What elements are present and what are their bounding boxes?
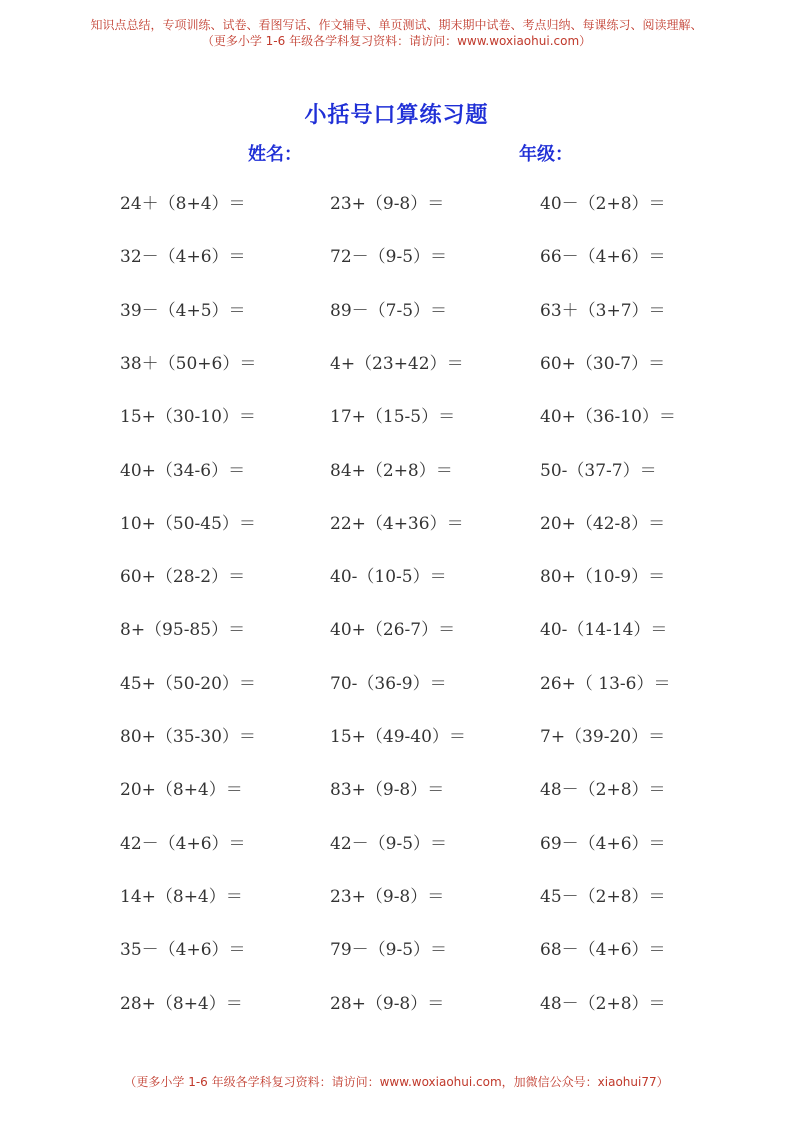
arithmetic-problem: 40-（10-5）＝ [330, 567, 447, 587]
arithmetic-problem: 23+（9-8）＝ [330, 887, 445, 907]
name-field-label: 姓名： [248, 144, 302, 165]
arithmetic-problem: 68－（4+6）＝ [540, 940, 666, 960]
arithmetic-problem: 40－（2+8）＝ [540, 194, 666, 214]
arithmetic-problem: 17+（15-5）＝ [330, 407, 456, 427]
problem-row [0, 550, 793, 603]
arithmetic-problem: 80+（10-9）＝ [540, 567, 666, 587]
arithmetic-problem: 4+（23+42）＝ [330, 354, 464, 374]
arithmetic-problem: 26+（ 13-6）＝ [540, 674, 671, 694]
arithmetic-problem: 40-（14-14）＝ [540, 620, 668, 640]
arithmetic-problem: 35－（4+6）＝ [120, 940, 246, 960]
arithmetic-problem: 63＋（3+7）＝ [540, 301, 666, 321]
arithmetic-problem: 69－（4+6）＝ [540, 834, 666, 854]
arithmetic-problem: 40+（36-10）＝ [540, 407, 676, 427]
arithmetic-problem: 50-（37-7）＝ [540, 461, 657, 481]
arithmetic-problem: 8+（95-85）＝ [120, 620, 246, 640]
arithmetic-problem: 89－（7-5）＝ [330, 301, 448, 321]
arithmetic-problem: 24＋（8+4）＝ [120, 194, 246, 214]
problem-row [0, 497, 793, 550]
arithmetic-problem: 83+（9-8）＝ [330, 780, 445, 800]
arithmetic-problem: 40+（26-7）＝ [330, 620, 456, 640]
arithmetic-problem: 42－（9-5）＝ [330, 834, 448, 854]
arithmetic-problem: 79－（9-5）＝ [330, 940, 448, 960]
arithmetic-problem: 40+（34-6）＝ [120, 461, 246, 481]
problem-row [0, 444, 793, 497]
arithmetic-problem: 45+（50-20）＝ [120, 674, 256, 694]
arithmetic-problem: 70-（36-9）＝ [330, 674, 447, 694]
arithmetic-problem: 60+（30-7）＝ [540, 354, 666, 374]
arithmetic-problem: 32－（4+6）＝ [120, 247, 246, 267]
problem-row [0, 230, 793, 283]
problem-row [0, 177, 793, 230]
arithmetic-problem: 80+（35-30）＝ [120, 727, 256, 747]
arithmetic-problem: 20+（8+4）＝ [120, 780, 243, 800]
arithmetic-problem: 7+（39-20）＝ [540, 727, 666, 747]
arithmetic-problem: 22+（4+36）＝ [330, 514, 464, 534]
problem-row [0, 390, 793, 443]
problem-row [0, 977, 793, 1030]
arithmetic-problem: 15+（30-10）＝ [120, 407, 256, 427]
grade-field-label: 年级： [519, 144, 573, 165]
problem-row [0, 603, 793, 656]
header-website-note: （更多小学 1-6 年级各学科复习资料：请访问：www.woxiaohui.com） [201, 34, 592, 48]
page-title: 小括号口算练习题 [304, 103, 489, 128]
arithmetic-problem: 45－（2+8）＝ [540, 887, 666, 907]
arithmetic-problem: 48－（2+8）＝ [540, 780, 666, 800]
arithmetic-problem: 10+（50-45）＝ [120, 514, 256, 534]
arithmetic-problem: 84+（2+8）＝ [330, 461, 453, 481]
problem-grid [0, 177, 793, 1033]
problem-row [0, 710, 793, 763]
header-resource-list: 知识点总结，专项训练、试卷、看图写话、作文辅导、单页测试、期末期中试卷、考点归纳、每课练习、阅读理解、 [90, 18, 703, 32]
problem-row [0, 870, 793, 923]
arithmetic-problem: 14+（8+4）＝ [120, 887, 243, 907]
problem-row [0, 763, 793, 816]
problem-row [0, 337, 793, 390]
arithmetic-problem: 72－（9-5）＝ [330, 247, 448, 267]
arithmetic-problem: 48－（2+8）＝ [540, 994, 666, 1014]
problem-row [0, 817, 793, 870]
arithmetic-problem: 15+（49-40）＝ [330, 727, 466, 747]
footer-website-note: （更多小学 1-6 年级各学科复习资料：请访问：www.woxiaohui.com，加微信公众号：xiaohui77） [124, 1075, 669, 1089]
arithmetic-problem: 38＋（50+6）＝ [120, 354, 257, 374]
arithmetic-problem: 28+（9-8）＝ [330, 994, 445, 1014]
problem-row [0, 923, 793, 976]
arithmetic-problem: 60+（28-2）＝ [120, 567, 246, 587]
arithmetic-problem: 23+（9-8）＝ [330, 194, 445, 214]
arithmetic-problem: 39－（4+5）＝ [120, 301, 246, 321]
arithmetic-problem: 66－（4+6）＝ [540, 247, 666, 267]
arithmetic-problem: 28+（8+4）＝ [120, 994, 243, 1014]
arithmetic-problem: 42－（4+6）＝ [120, 834, 246, 854]
problem-row [0, 284, 793, 337]
arithmetic-problem: 20+（42-8）＝ [540, 514, 666, 534]
problem-row [0, 657, 793, 710]
